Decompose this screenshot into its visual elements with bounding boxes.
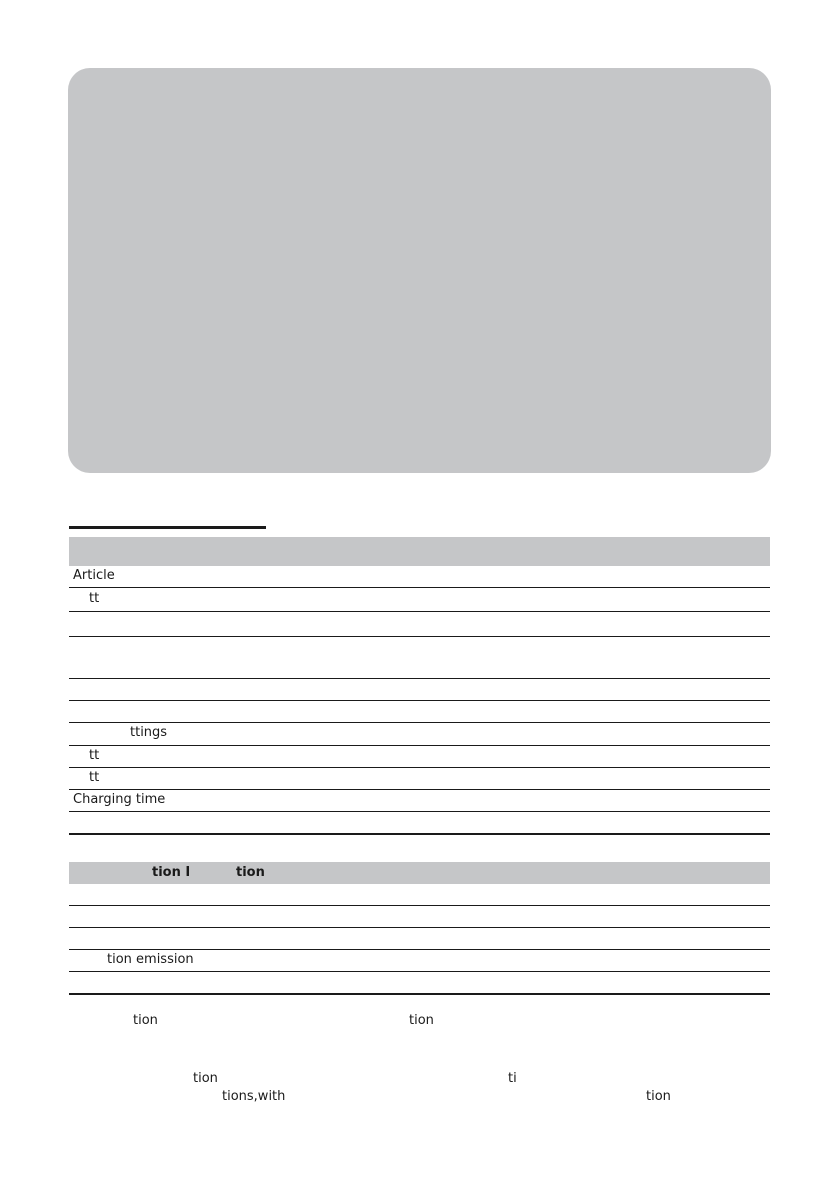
row-label: tion emission [107,952,194,967]
row-label: ttings [130,725,168,740]
spec-table-header [69,537,770,566]
row-label: tt [89,770,100,785]
table-row [69,768,770,790]
table-row [69,906,770,928]
table-row [69,723,770,746]
table-row [69,637,770,679]
emission-table [69,862,770,995]
section-heading-rule [69,526,266,529]
product-image-placeholder [68,68,771,473]
header-fragment: tion [236,865,265,880]
table-row [69,972,770,995]
table-row [69,812,770,835]
body-text-fragment: tion [646,1089,671,1104]
table-row [69,746,770,768]
table-row [69,884,770,906]
body-text-fragment: tion [409,1013,434,1028]
row-label: tt [89,748,100,763]
row-label: tt [89,591,100,606]
table-row [69,701,770,723]
table-row [69,679,770,701]
table-row [69,790,770,812]
row-label: Article [73,568,115,583]
emission-table-header [69,862,770,884]
table-row [69,928,770,950]
table-row [69,612,770,637]
table-row [69,588,770,612]
table-row [69,950,770,972]
body-text-fragment: ti [508,1071,517,1086]
spec-table [69,537,770,835]
body-text-fragment: tion [133,1013,158,1028]
body-text-fragment: tion [193,1071,218,1086]
header-fragment: tion I [152,865,191,880]
table-row [69,566,770,588]
row-label: Charging time [73,792,166,807]
body-text-fragment: tions,with [222,1089,286,1104]
